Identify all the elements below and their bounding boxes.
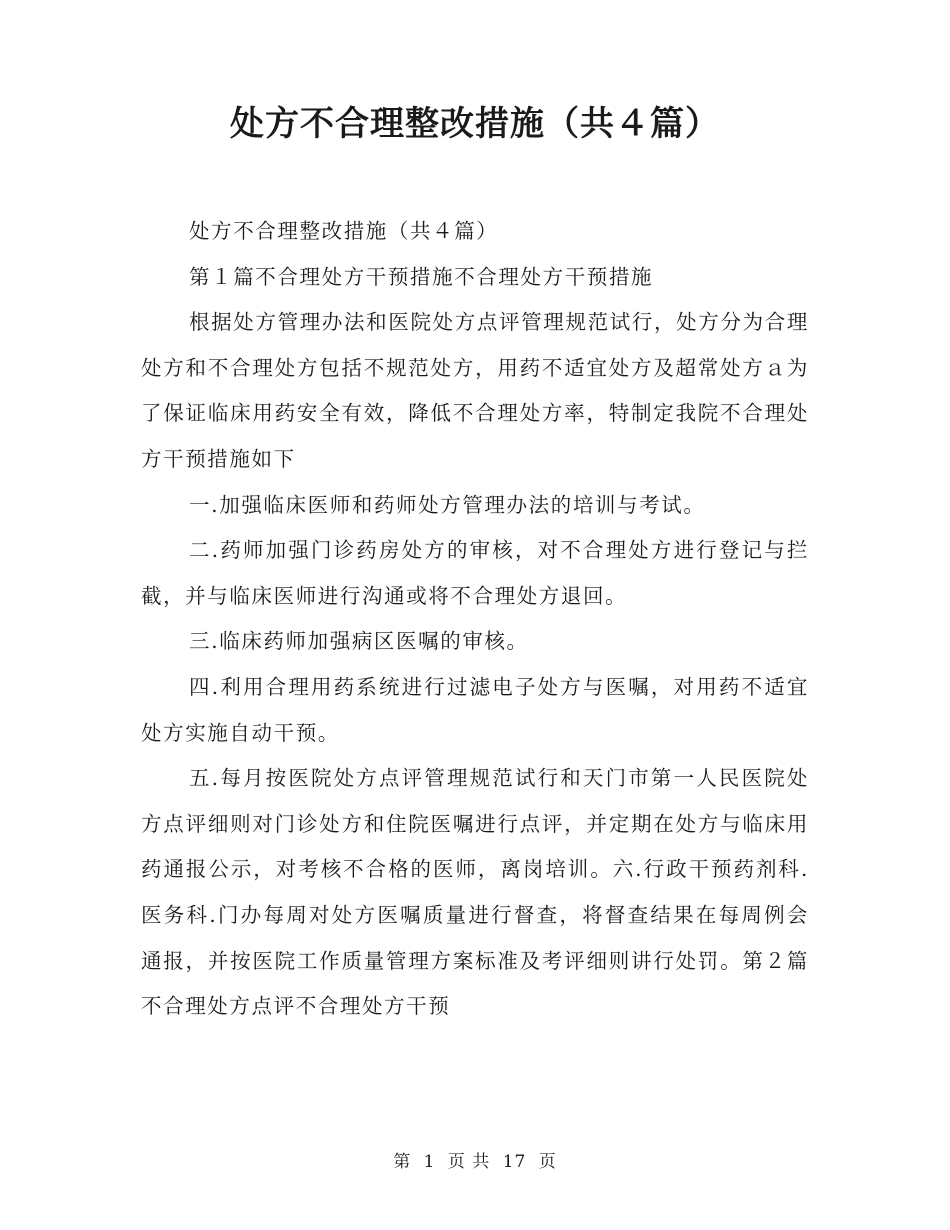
paragraph-item-4: 四.利用合理用药系统进行过滤电子处方与医嘱，对用药不适宜处方实施自动干预。 [141,674,809,745]
paragraph-part-1-heading: 第１篇不合理处方干预措施不合理处方干预措施 [189,264,654,289]
footer-current-page: 1 [423,1152,436,1172]
footer-total-pages: 17 [502,1152,527,1172]
paragraph-item-5: 五.每月按医院处方点评管理规范试行和天门市第一人民医院处方点评细则对门诊处方和住院医嘱进行点评，并定期在处方与临床用药通报公示，对考核不合格的医师，离岗培训。六.行政干预药剂科.医务科.门办每周对处方医嘱质量进行督查，将督查结果在每周例会通报，并按医院工作质量管理方案标准及考评细则讲行处罚。第２篇不合理处方点评不合理处方干预 [141,766,809,1019]
document-title: 处方不合理整改措施（共４篇） [230,104,720,144]
paragraph-item-3: 三.临床药师加强病区医嘱的审核。 [189,629,529,654]
paragraph-item-2: 二.药师加强门诊药房处方的审核，对不合理处方进行登记与拦截，并与临床医师进行沟通或将不合理处方退回。 [141,538,809,608]
footer-prefix: 第 [393,1152,412,1172]
paragraph-intro: 根据处方管理办法和医院处方点评管理规范试行，处方分为合理处方和不合理处方包括不规范处方，用药不适宜处方及超常处方ａ为了保证临床用药安全有效，降低不合理处方率，特制定我院不合理处方干预措施如下 [141,310,809,471]
footer-suffix: 页 [538,1152,557,1172]
paragraph-item-1: 一.加强临床医师和药师处方管理办法的培训与考试。 [189,492,706,517]
page-footer [0,1150,950,1174]
document-body [141,209,809,1030]
paragraph-subtitle: 处方不合理整改措施（共４篇） [189,219,499,243]
footer-middle: 页 共 [447,1152,491,1172]
